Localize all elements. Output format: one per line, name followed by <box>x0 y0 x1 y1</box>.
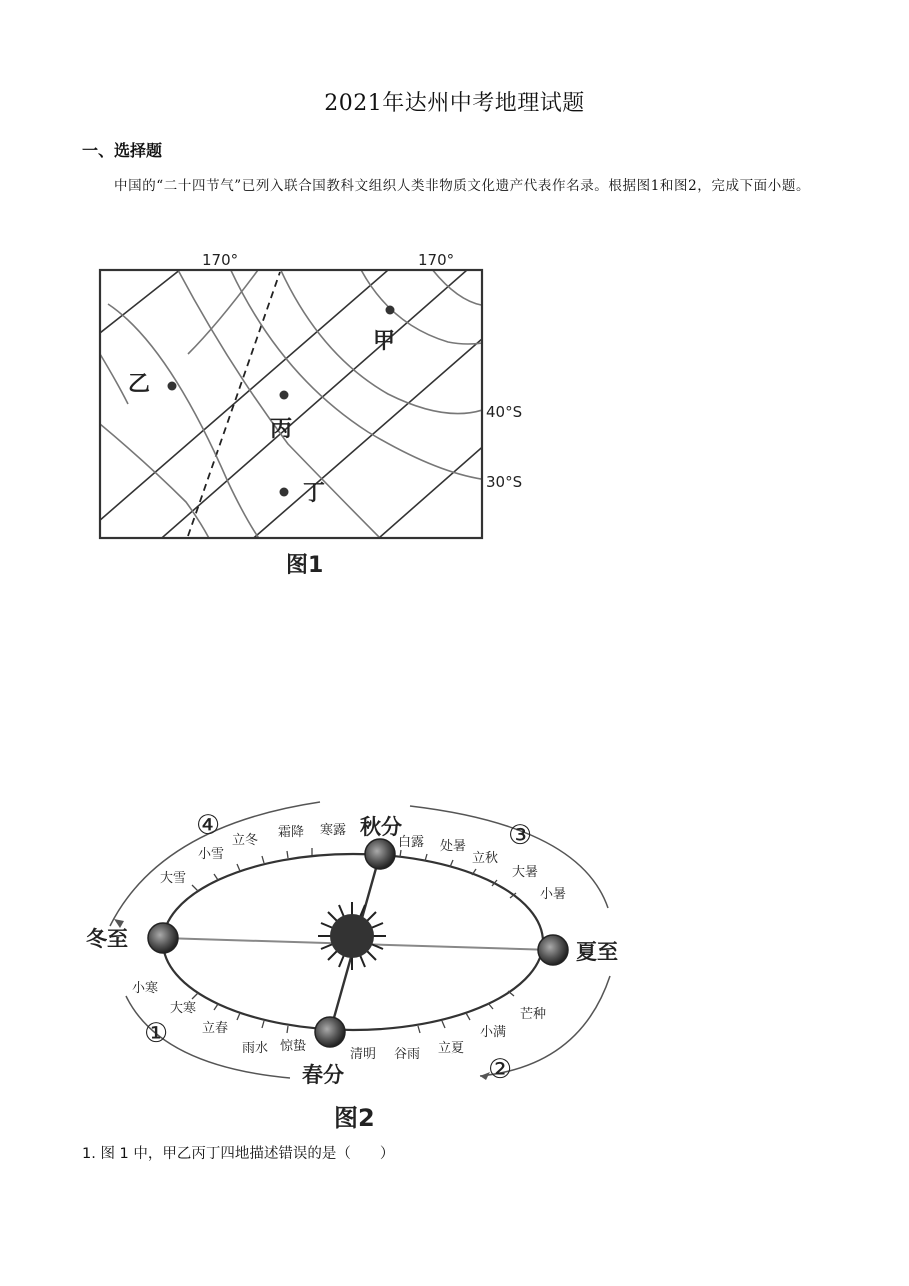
longitude-label: 170° <box>202 251 239 269</box>
longitude-label: 170° <box>418 251 455 269</box>
point-yi-label: 乙 <box>128 372 151 397</box>
term-label: 大寒 <box>170 1001 197 1016</box>
section-heading: 一、选择题 <box>82 141 163 160</box>
term-label: 小暑 <box>540 887 567 902</box>
figure-1-caption: 图1 <box>286 553 324 578</box>
point-jia-label: 甲 <box>373 329 396 354</box>
term-label: 处暑 <box>440 839 467 854</box>
earth-icon-spring <box>315 1017 345 1047</box>
term-label: 小寒 <box>132 981 159 996</box>
term-label: 立冬 <box>232 833 259 848</box>
term-label: 立夏 <box>438 1041 465 1056</box>
longitude-line <box>338 354 548 574</box>
term-label: 寒露 <box>320 823 347 838</box>
latitude-label: 30°S <box>486 473 523 491</box>
latitude-curve <box>100 354 128 404</box>
term-winter-solstice: 冬至 <box>86 927 128 951</box>
latitude-curve <box>178 270 386 544</box>
longitude-line <box>88 244 418 574</box>
longitude-line <box>178 264 548 584</box>
intro-paragraph: 中国的“二十四节气”已列入联合国教科文组织人类非物质文化遗产代表作名录。根据图1和图2，完成下面小题。 <box>114 178 811 194</box>
point-ding-marker <box>280 488 289 497</box>
circle-number-2: ② <box>488 1054 513 1085</box>
figure-1-map-grid <box>88 244 548 584</box>
term-label: 惊蛰 <box>280 1039 307 1054</box>
term-summer-solstice: 夏至 <box>576 940 618 964</box>
term-label: 小雪 <box>198 847 225 862</box>
term-label: 立秋 <box>472 851 499 866</box>
figure-2-orbit-diagram <box>80 796 640 1141</box>
term-label: 小满 <box>480 1025 507 1040</box>
term-label: 芒种 <box>520 1007 547 1022</box>
point-ding-label: 丁 <box>303 481 326 506</box>
term-spring-equinox: 春分 <box>302 1063 344 1087</box>
latitude-curve <box>100 424 212 544</box>
term-label: 谷雨 <box>394 1047 421 1062</box>
page-title: 2021年达州中考地理试题 <box>324 91 585 116</box>
question-1: 1. 图 1 中，甲乙丙丁四地描述错误的是（ ） <box>82 1146 395 1162</box>
latitude-curve <box>108 304 263 544</box>
term-label: 雨水 <box>242 1041 269 1056</box>
term-label: 大暑 <box>512 865 539 880</box>
term-label: 霜降 <box>278 825 305 840</box>
circle-number-1: ① <box>144 1018 169 1049</box>
latitude-label: 40°S <box>486 403 523 421</box>
circle-number-4: ④ <box>196 810 221 841</box>
circle-number-3: ③ <box>508 820 533 851</box>
sun-icon <box>318 902 386 970</box>
point-bing-marker <box>280 391 289 400</box>
point-bing-label: 丙 <box>270 417 293 442</box>
term-label: 立春 <box>202 1021 229 1036</box>
term-label: 白露 <box>398 835 425 850</box>
term-autumn-equinox: 秋分 <box>360 815 402 839</box>
point-yi-marker <box>168 382 177 391</box>
term-label: 大雪 <box>160 871 187 886</box>
earth-icon-winter <box>148 923 178 953</box>
figure-2-caption: 图2 <box>334 1104 375 1132</box>
earth-icon-summer <box>538 935 568 965</box>
longitude-line <box>98 244 508 584</box>
latitude-curve <box>188 270 258 354</box>
point-jia-marker <box>386 306 395 315</box>
term-label: 清明 <box>350 1047 377 1062</box>
earth-icon-autumn <box>365 839 395 869</box>
